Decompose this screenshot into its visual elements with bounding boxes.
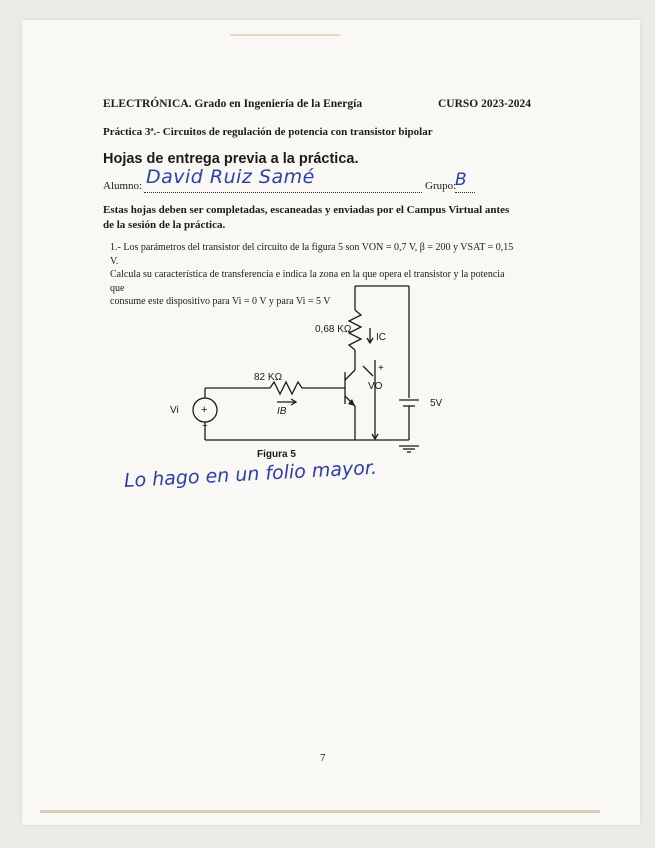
decorative-line — [40, 810, 600, 813]
source-minus: − — [202, 421, 208, 432]
source-plus: + — [201, 404, 208, 416]
practice-title: Práctica 3ª.- Circuitos de regulación de potencia con transistor bipolar — [103, 126, 433, 138]
name-underline — [144, 192, 422, 193]
base-resistor-label: 82 KΩ — [254, 372, 283, 383]
group-underline — [455, 192, 475, 193]
figure-caption: Figura 5 — [257, 449, 296, 460]
vi-label: Vi — [170, 405, 179, 416]
circuit-diagram — [165, 280, 445, 465]
subject-header: ELECTRÓNICA. Grado en Ingeniería de la Energía — [103, 98, 363, 110]
ic-label: IC — [376, 332, 386, 343]
student-name: David Ruiz Samé — [146, 166, 315, 188]
handwritten-answer: Lo hago en un folio mayor. — [123, 456, 378, 492]
group-value: B — [455, 170, 467, 190]
vo-label: VO — [368, 381, 383, 392]
sheet-title: Hojas de entrega previa a la práctica. — [103, 151, 359, 167]
group-label: Grupo: — [425, 180, 457, 192]
vo-plus: + — [378, 363, 384, 374]
collector-resistor-label: 0,68 KΩ — [315, 324, 352, 335]
question-line-2: Calcula su característica de transferencia e indica la zona en la que opera el transistor y la potencia que — [110, 269, 505, 294]
page-number: 7 — [320, 752, 326, 764]
question-line-1: 1.- Los parámetros del transistor del circuito de la figura 5 son VON = 0,7 V, β = 200 y VSAT = 0,15 V. — [110, 242, 514, 267]
course-header: CURSO 2023-2024 — [438, 98, 531, 110]
question-line-3: consume este dispositivo para Vi = 0 V y para Vi = 5 V — [110, 296, 331, 307]
student-label: Alumno: — [103, 180, 143, 192]
supply-label: 5V — [430, 398, 443, 409]
decorative-line — [230, 34, 340, 36]
instructions: Estas hojas deben ser completadas, escaneadas y enviadas por el Campus Virtual antes de la sesión de la práctica. — [103, 204, 510, 231]
ib-label: IB — [277, 406, 287, 417]
